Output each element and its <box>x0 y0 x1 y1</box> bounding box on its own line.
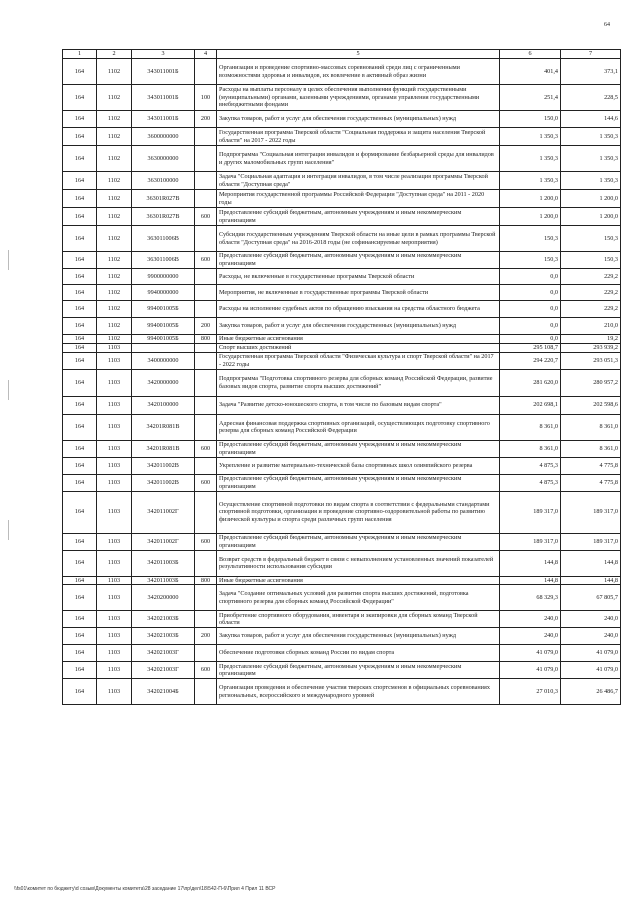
amount-fact-cell: 144,6 <box>561 111 621 128</box>
description-cell: Расходы, не включенные в государственные программы Тверской области <box>217 269 500 285</box>
table-row <box>63 85 621 111</box>
amount-plan-cell: 0,0 <box>500 301 561 318</box>
gl-code-cell: 164 <box>63 318 97 335</box>
table-row <box>63 59 621 85</box>
amount-plan-cell: 1 200,0 <box>500 208 561 226</box>
gl-code-cell: 164 <box>63 440 97 457</box>
description-cell: Организация проведения и обеспечение участия тверских спортсменов в официальных соревнованиях региональных, всероссийского и международного уровней <box>217 679 500 705</box>
amount-plan-cell: 240,0 <box>500 628 561 645</box>
target-code-cell: 3420000000 <box>132 369 195 396</box>
expense-type-cell <box>195 226 217 252</box>
amount-fact-cell: 1 200,0 <box>561 208 621 226</box>
amount-plan-cell: 202 698,1 <box>500 396 561 414</box>
table-row <box>63 190 621 208</box>
expense-type-cell <box>195 645 217 662</box>
description-cell: Обеспечение подготовки сборных команд России по видам спорта <box>217 645 500 662</box>
target-code-cell: 342021003Б <box>132 628 195 645</box>
gl-code-cell: 164 <box>63 611 97 628</box>
amount-fact-cell: 1 350,3 <box>561 172 621 190</box>
target-code-cell: 36301R027В <box>132 208 195 226</box>
gl-code-cell: 164 <box>63 344 97 353</box>
expense-type-cell <box>195 172 217 190</box>
gl-code-cell: 164 <box>63 128 97 146</box>
expense-type-cell: 600 <box>195 662 217 679</box>
target-code-cell: 994001005Б <box>132 335 195 344</box>
description-cell: Предоставление субсидий бюджетным, автономным учреждениям и иным некоммерческим организациям <box>217 474 500 491</box>
table-row <box>63 645 621 662</box>
gl-code-cell: 164 <box>63 285 97 301</box>
section-code-cell: 1103 <box>97 611 132 628</box>
amount-plan-cell: 0,0 <box>500 335 561 344</box>
section-code-cell: 1103 <box>97 533 132 550</box>
page-number: 64 <box>604 22 610 28</box>
section-code-cell: 1103 <box>97 576 132 585</box>
description-cell: Предоставление субсидий бюджетным, автономным учреждениям и иным некоммерческим организациям <box>217 208 500 226</box>
amount-fact-cell: 19,2 <box>561 335 621 344</box>
expense-type-cell <box>195 285 217 301</box>
gl-code-cell: 164 <box>63 396 97 414</box>
amount-plan-cell: 1 350,3 <box>500 128 561 146</box>
amount-fact-cell: 293 939,2 <box>561 344 621 353</box>
gl-code-cell: 164 <box>63 369 97 396</box>
amount-fact-cell: 26 486,7 <box>561 679 621 705</box>
expense-type-cell <box>195 190 217 208</box>
amount-plan-cell: 8 361,0 <box>500 414 561 440</box>
expense-type-cell <box>195 146 217 172</box>
amount-plan-cell: 1 350,3 <box>500 172 561 190</box>
amount-plan-cell: 144,8 <box>500 550 561 576</box>
section-code-cell: 1103 <box>97 679 132 705</box>
amount-fact-cell: 240,0 <box>561 628 621 645</box>
amount-fact-cell: 228,5 <box>561 85 621 111</box>
amount-plan-cell: 27 010,3 <box>500 679 561 705</box>
expense-type-cell: 600 <box>195 208 217 226</box>
amount-plan-cell: 41 079,0 <box>500 662 561 679</box>
binding-mark <box>8 380 9 400</box>
section-code-cell: 1103 <box>97 414 132 440</box>
target-code-cell: 34201R081В <box>132 440 195 457</box>
section-code-cell: 1102 <box>97 301 132 318</box>
amount-fact-cell: 41 079,0 <box>561 645 621 662</box>
header-cell: 5 <box>217 50 500 59</box>
gl-code-cell: 164 <box>63 111 97 128</box>
expense-type-cell <box>195 679 217 705</box>
target-code-cell: 3420100000 <box>132 396 195 414</box>
table-row <box>63 269 621 285</box>
target-code-cell: 994001005Б <box>132 318 195 335</box>
section-code-cell: 1103 <box>97 369 132 396</box>
amount-fact-cell: 229,2 <box>561 269 621 285</box>
amount-plan-cell: 189 317,0 <box>500 491 561 533</box>
amount-fact-cell: 202 598,6 <box>561 396 621 414</box>
description-cell: Мероприятия, не включенные в государственные программы Тверской области <box>217 285 500 301</box>
amount-fact-cell: 67 805,7 <box>561 585 621 611</box>
target-code-cell: 343011001Б <box>132 111 195 128</box>
amount-fact-cell: 229,2 <box>561 301 621 318</box>
target-code-cell <box>132 344 195 353</box>
description-cell: Осуществление спортивной подготовки по видам спорта в соответствии с федеральными стандартами спортивной подготовки, организация и проведение спортивно-оздоровительной работы по развитию физической культуры и спорта среди различных групп населения <box>217 491 500 533</box>
gl-code-cell: 164 <box>63 474 97 491</box>
section-code-cell: 1102 <box>97 128 132 146</box>
description-cell: Мероприятия государственной программы Российской Федерации "Доступная среда" на 2011 - 2020 годы <box>217 190 500 208</box>
amount-fact-cell: 8 361,0 <box>561 440 621 457</box>
table-row <box>63 146 621 172</box>
amount-fact-cell: 210,0 <box>561 318 621 335</box>
target-code-cell: 34201R081В <box>132 414 195 440</box>
amount-fact-cell: 144,8 <box>561 550 621 576</box>
section-code-cell: 1103 <box>97 550 132 576</box>
header-cell: 4 <box>195 50 217 59</box>
expense-type-cell <box>195 396 217 414</box>
gl-code-cell: 164 <box>63 252 97 269</box>
amount-fact-cell: 4 775,8 <box>561 457 621 474</box>
gl-code-cell: 164 <box>63 628 97 645</box>
description-cell: Иные бюджетные ассигнования <box>217 335 500 344</box>
section-code-cell: 1103 <box>97 645 132 662</box>
table-row <box>63 440 621 457</box>
amount-plan-cell: 1 350,3 <box>500 146 561 172</box>
expense-type-cell: 100 <box>195 85 217 111</box>
table-row <box>63 352 621 369</box>
target-code-cell: 342011003Б <box>132 576 195 585</box>
description-cell: Закупка товаров, работ и услуг для обеспечения государственных (муниципальных) нужд <box>217 111 500 128</box>
amount-plan-cell: 150,3 <box>500 226 561 252</box>
table-row <box>63 208 621 226</box>
target-code-cell: 342021003Г <box>132 662 195 679</box>
description-cell: Адресная финансовая поддержка спортивных организаций, осуществляющих подготовку спортивного резерва для сборных команд Российской Федерации <box>217 414 500 440</box>
amount-plan-cell: 68 329,3 <box>500 585 561 611</box>
header-row <box>63 50 621 59</box>
description-cell: Задача "Социальная адаптация и интеграция инвалидов, в том числе реализация программы Тверской области "Доступная среда" <box>217 172 500 190</box>
amount-fact-cell: 373,1 <box>561 59 621 85</box>
amount-plan-cell: 0,0 <box>500 285 561 301</box>
table-row <box>63 550 621 576</box>
description-cell: Закупка товаров, работ и услуг для обеспечения государственных (муниципальных) нужд <box>217 318 500 335</box>
amount-plan-cell: 144,8 <box>500 576 561 585</box>
amount-plan-cell: 295 108,7 <box>500 344 561 353</box>
target-code-cell: 9940000000 <box>132 285 195 301</box>
target-code-cell: 3420200000 <box>132 585 195 611</box>
expense-type-cell <box>195 369 217 396</box>
table-row <box>63 172 621 190</box>
target-code-cell: 342011002Г <box>132 533 195 550</box>
description-cell: Предоставление субсидий бюджетным, автономным учреждениям и иным некоммерческим организациям <box>217 533 500 550</box>
amount-plan-cell: 281 620,0 <box>500 369 561 396</box>
amount-plan-cell: 0,0 <box>500 269 561 285</box>
amount-fact-cell: 189 317,0 <box>561 533 621 550</box>
table-row <box>63 111 621 128</box>
expense-type-cell: 600 <box>195 533 217 550</box>
description-cell: Иные бюджетные ассигнования <box>217 576 500 585</box>
description-cell: Закупка товаров, работ и услуг для обеспечения государственных (муниципальных) нужд <box>217 628 500 645</box>
section-code-cell: 1103 <box>97 352 132 369</box>
target-code-cell: 342021003Б <box>132 611 195 628</box>
amount-plan-cell: 150,0 <box>500 111 561 128</box>
section-code-cell: 1103 <box>97 457 132 474</box>
amount-fact-cell: 1 350,3 <box>561 146 621 172</box>
expense-type-cell <box>195 59 217 85</box>
header-cell: 3 <box>132 50 195 59</box>
expense-type-cell <box>195 457 217 474</box>
section-code-cell: 1102 <box>97 85 132 111</box>
expense-type-cell <box>195 128 217 146</box>
section-code-cell: 1102 <box>97 111 132 128</box>
table-row <box>63 457 621 474</box>
table-row <box>63 252 621 269</box>
amount-plan-cell: 251,4 <box>500 85 561 111</box>
header-cell: 7 <box>561 50 621 59</box>
description-cell: Задача "Развитие детско-юношеского спорта, в том числе по базовым видам спорта" <box>217 396 500 414</box>
expense-type-cell: 200 <box>195 111 217 128</box>
expense-type-cell <box>195 611 217 628</box>
gl-code-cell: 164 <box>63 576 97 585</box>
expense-type-cell <box>195 585 217 611</box>
section-code-cell: 1102 <box>97 226 132 252</box>
amount-fact-cell: 41 079,0 <box>561 662 621 679</box>
expense-type-cell: 800 <box>195 335 217 344</box>
target-code-cell: 9900000000 <box>132 269 195 285</box>
amount-fact-cell: 189 317,0 <box>561 491 621 533</box>
header-cell: 6 <box>500 50 561 59</box>
amount-fact-cell: 4 775,8 <box>561 474 621 491</box>
gl-code-cell: 164 <box>63 662 97 679</box>
table-row <box>63 628 621 645</box>
gl-code-cell: 164 <box>63 226 97 252</box>
budget-table <box>62 49 621 705</box>
gl-code-cell: 164 <box>63 352 97 369</box>
table-row <box>63 679 621 705</box>
amount-fact-cell: 280 957,2 <box>561 369 621 396</box>
amount-fact-cell: 229,2 <box>561 285 621 301</box>
section-code-cell: 1103 <box>97 628 132 645</box>
description-cell: Государственная программа Тверской области "Социальная поддержка и защита населения Тверской области" на 2017 - 2022 годы <box>217 128 500 146</box>
table-row <box>63 396 621 414</box>
gl-code-cell: 164 <box>63 59 97 85</box>
expense-type-cell: 600 <box>195 440 217 457</box>
table-row <box>63 128 621 146</box>
file-path-footer: \\fs01\комитет по бюджету\d созыв\Документы комитета\28 заседание 17\пр\дел\18\542-П-6\Прил 4 Прил 11 ВСР <box>14 886 276 892</box>
expense-type-cell: 200 <box>195 628 217 645</box>
amount-plan-cell: 4 875,3 <box>500 457 561 474</box>
description-cell: Субсидии государственным учреждениям Тверской области на иные цели в рамках программы Тверской области "Доступная среда" на 2016-2018 годы (не софинансируемые мероприятия) <box>217 226 500 252</box>
table-row <box>63 335 621 344</box>
expense-type-cell <box>195 269 217 285</box>
table-row <box>63 662 621 679</box>
expense-type-cell <box>195 344 217 353</box>
section-code-cell: 1103 <box>97 396 132 414</box>
description-cell: Спорт высших достижений <box>217 344 500 353</box>
section-code-cell: 1103 <box>97 585 132 611</box>
target-code-cell: 342011002В <box>132 474 195 491</box>
description-cell: Предоставление субсидий бюджетным, автономным учреждениям и иным некоммерческим организациям <box>217 440 500 457</box>
amount-plan-cell: 401,4 <box>500 59 561 85</box>
target-code-cell: 3600000000 <box>132 128 195 146</box>
description-cell: Предоставление субсидий бюджетным, автономным учреждениям и иным некоммерческим организациям <box>217 662 500 679</box>
amount-fact-cell: 1 350,3 <box>561 128 621 146</box>
gl-code-cell: 164 <box>63 414 97 440</box>
description-cell: Расходы на исполнение судебных актов по обращению взыскания на средства областного бюджета <box>217 301 500 318</box>
target-code-cell: 994001005Б <box>132 301 195 318</box>
amount-plan-cell: 294 220,7 <box>500 352 561 369</box>
table-row <box>63 533 621 550</box>
table-row <box>63 344 621 353</box>
gl-code-cell: 164 <box>63 335 97 344</box>
description-cell: Расходы на выплаты персоналу в целях обеспечения выполнения функций государственными (муниципальными) органами, казенными учреждениями, органами управления государственными внебюджетными фондами <box>217 85 500 111</box>
gl-code-cell: 164 <box>63 457 97 474</box>
amount-fact-cell: 144,8 <box>561 576 621 585</box>
section-code-cell: 1102 <box>97 318 132 335</box>
section-code-cell: 1102 <box>97 252 132 269</box>
amount-plan-cell: 0,0 <box>500 318 561 335</box>
section-code-cell: 1102 <box>97 172 132 190</box>
gl-code-cell: 164 <box>63 645 97 662</box>
gl-code-cell: 164 <box>63 533 97 550</box>
section-code-cell: 1102 <box>97 335 132 344</box>
gl-code-cell: 164 <box>63 85 97 111</box>
amount-fact-cell: 8 361,0 <box>561 414 621 440</box>
expense-type-cell <box>195 301 217 318</box>
gl-code-cell: 164 <box>63 190 97 208</box>
table-row <box>63 285 621 301</box>
header-cell: 2 <box>97 50 132 59</box>
gl-code-cell: 164 <box>63 585 97 611</box>
expense-type-cell: 600 <box>195 252 217 269</box>
section-code-cell: 1102 <box>97 269 132 285</box>
target-code-cell: 342011002В <box>132 457 195 474</box>
target-code-cell: 3630000000 <box>132 146 195 172</box>
description-cell: Возврат средств в федеральный бюджет в связи с невыполнением установленных значений показателей результативности использования субсидии <box>217 550 500 576</box>
gl-code-cell: 164 <box>63 172 97 190</box>
target-code-cell: 3400000000 <box>132 352 195 369</box>
expense-type-cell: 600 <box>195 474 217 491</box>
section-code-cell: 1103 <box>97 440 132 457</box>
section-code-cell: 1102 <box>97 146 132 172</box>
section-code-cell: 1103 <box>97 344 132 353</box>
table-row <box>63 318 621 335</box>
gl-code-cell: 164 <box>63 550 97 576</box>
table-row <box>63 414 621 440</box>
target-code-cell: 36301R027В <box>132 190 195 208</box>
gl-code-cell: 164 <box>63 679 97 705</box>
section-code-cell: 1103 <box>97 491 132 533</box>
target-code-cell: 342011003Б <box>132 550 195 576</box>
description-cell: Укрепление и развитие материально-технической базы спортивных школ олимпийского резерва <box>217 457 500 474</box>
header-cell: 1 <box>63 50 97 59</box>
section-code-cell: 1102 <box>97 190 132 208</box>
table-row <box>63 301 621 318</box>
target-code-cell: 363011006В <box>132 252 195 269</box>
amount-fact-cell: 1 200,0 <box>561 190 621 208</box>
amount-plan-cell: 240,0 <box>500 611 561 628</box>
amount-fact-cell: 150,3 <box>561 226 621 252</box>
gl-code-cell: 164 <box>63 491 97 533</box>
amount-plan-cell: 1 200,0 <box>500 190 561 208</box>
table-row <box>63 611 621 628</box>
description-cell: Подпрограмма "Социальная интеграция инвалидов и формирование безбарьерной среды для инвалидов и других маломобильных групп населения" <box>217 146 500 172</box>
amount-fact-cell: 240,0 <box>561 611 621 628</box>
amount-plan-cell: 150,3 <box>500 252 561 269</box>
expense-type-cell <box>195 414 217 440</box>
amount-plan-cell: 189 317,0 <box>500 533 561 550</box>
table-row <box>63 576 621 585</box>
expense-type-cell: 200 <box>195 318 217 335</box>
binding-mark <box>8 520 9 540</box>
section-code-cell: 1103 <box>97 662 132 679</box>
section-code-cell: 1103 <box>97 474 132 491</box>
description-cell: Приобретение спортивного оборудования, инвентаря и экипировки для сборных команд Тверской области <box>217 611 500 628</box>
amount-plan-cell: 41 079,0 <box>500 645 561 662</box>
section-code-cell: 1102 <box>97 208 132 226</box>
target-code-cell: 343011001Б <box>132 59 195 85</box>
table-row <box>63 369 621 396</box>
binding-mark <box>8 250 9 270</box>
expense-type-cell <box>195 491 217 533</box>
table-row <box>63 491 621 533</box>
table-row <box>63 226 621 252</box>
gl-code-cell: 164 <box>63 301 97 318</box>
gl-code-cell: 164 <box>63 269 97 285</box>
table-body <box>63 59 621 705</box>
description-cell: Задача "Создание оптимальных условий для развития спорта высших достижений, подготовка спортивного резерва для сборных команд Российской Федерации" <box>217 585 500 611</box>
target-code-cell: 342021004Б <box>132 679 195 705</box>
gl-code-cell: 164 <box>63 208 97 226</box>
target-code-cell: 342021003Г <box>132 645 195 662</box>
target-code-cell: 363011006В <box>132 226 195 252</box>
amount-fact-cell: 293 051,3 <box>561 352 621 369</box>
target-code-cell: 3630100000 <box>132 172 195 190</box>
description-cell: Государственная программа Тверской области "Физическая культура и спорт Тверской области" на 2017 - 2022 годы <box>217 352 500 369</box>
target-code-cell: 343011001Б <box>132 85 195 111</box>
section-code-cell: 1102 <box>97 285 132 301</box>
description-cell: Предоставление субсидий бюджетным, автономным учреждениям и иным некоммерческим организациям <box>217 252 500 269</box>
expense-type-cell <box>195 352 217 369</box>
expense-type-cell: 800 <box>195 576 217 585</box>
amount-plan-cell: 8 361,0 <box>500 440 561 457</box>
amount-fact-cell: 150,3 <box>561 252 621 269</box>
description-cell: Организация и проведение спортивно-массовых соревнований среди лиц с ограниченными возможностями здоровья и инвалидов, их вовлечение в активный образ жизни <box>217 59 500 85</box>
table-row <box>63 474 621 491</box>
description-cell: Подпрограмма "Подготовка спортивного резерва для сборных команд Российской Федерации, развитие базовых видов спорта, развитие спорта высших достижений" <box>217 369 500 396</box>
expense-type-cell <box>195 550 217 576</box>
table-row <box>63 585 621 611</box>
amount-plan-cell: 4 875,3 <box>500 474 561 491</box>
target-code-cell: 342011002Г <box>132 491 195 533</box>
gl-code-cell: 164 <box>63 146 97 172</box>
section-code-cell: 1102 <box>97 59 132 85</box>
